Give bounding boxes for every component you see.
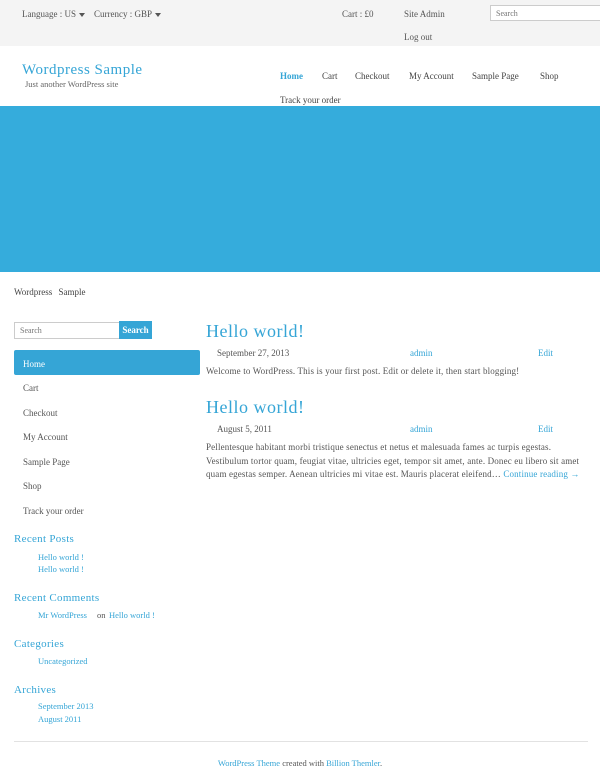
archive-link[interactable]: September 2013 bbox=[38, 701, 94, 711]
sidebar-item-sample-page[interactable]: Sample Page bbox=[23, 457, 70, 467]
cart-link[interactable]: Cart : £0 bbox=[342, 9, 374, 19]
footer-divider bbox=[14, 741, 588, 742]
nav-track-order[interactable]: Track your order bbox=[280, 95, 341, 105]
post-title[interactable]: Hello world! bbox=[206, 321, 305, 341]
recent-post-link[interactable]: Hello world ! bbox=[38, 564, 84, 574]
categories-title: Categories bbox=[14, 638, 65, 650]
post-excerpt bbox=[206, 365, 592, 379]
post-date: August 5, 2011 bbox=[217, 424, 272, 434]
sidebar-search-input[interactable] bbox=[14, 322, 120, 339]
chevron-down-icon bbox=[79, 13, 85, 17]
nav-cart[interactable]: Cart bbox=[322, 71, 338, 81]
recent-comments-title: Recent Comments bbox=[14, 592, 100, 604]
header-banner bbox=[0, 106, 600, 272]
footer-author-link[interactable]: Billion Themler bbox=[326, 758, 381, 768]
nav-checkout[interactable]: Checkout bbox=[355, 71, 390, 81]
site-tagline: Just another WordPress site bbox=[25, 79, 119, 89]
sidebar-item-checkout[interactable]: Checkout bbox=[23, 408, 58, 418]
currency-label: Currency : GBP bbox=[94, 9, 152, 19]
post-excerpt-text: Pellentesque habitant morbi tristique senectus et netus et malesuada fames ac turpis egestas. Vestibulum tortor quam, feugiat vitae, ultricies eget, tempor sit amet, ante. Donec eu libero sit amet quam egestas semper. Aenean ultricies mi vitae est. Mauris placerat eleifend… bbox=[206, 442, 580, 479]
footer-created-with: created with bbox=[282, 758, 324, 768]
sidebar-item-track-order[interactable]: Track your order bbox=[23, 506, 84, 516]
post-edit-link[interactable]: Edit bbox=[538, 424, 553, 434]
post-author-link[interactable]: admin bbox=[410, 424, 433, 434]
archives-title: Archives bbox=[14, 684, 57, 696]
footer-theme-link[interactable]: WordPress Theme bbox=[217, 758, 281, 768]
sidebar-item-home[interactable]: Home bbox=[23, 359, 45, 369]
site-admin-link[interactable]: Site Admin bbox=[404, 9, 445, 19]
site-title[interactable]: Wordpress Sample bbox=[22, 62, 143, 78]
nav-sample-page[interactable]: Sample Page bbox=[472, 71, 519, 81]
comment-post-link[interactable]: Hello world ! bbox=[109, 610, 155, 620]
footer-period: . bbox=[380, 758, 383, 768]
nav-my-account[interactable]: My Account bbox=[409, 71, 454, 81]
nav-shop[interactable]: Shop bbox=[540, 71, 559, 81]
currency-selector[interactable] bbox=[94, 9, 161, 19]
nav-home[interactable]: Home bbox=[280, 71, 303, 81]
comment-author-link[interactable]: Mr WordPress bbox=[38, 610, 87, 620]
post-edit-link[interactable]: Edit bbox=[538, 348, 553, 358]
sidebar-item-my-account[interactable]: My Account bbox=[23, 432, 68, 442]
post-title[interactable]: Hello world! bbox=[206, 397, 305, 417]
chevron-down-icon bbox=[155, 13, 161, 17]
archive-link[interactable]: August 2011 bbox=[38, 714, 82, 724]
recent-post-link[interactable]: Hello world ! bbox=[38, 552, 84, 562]
language-label: Language : US bbox=[22, 9, 76, 19]
recent-posts-title: Recent Posts bbox=[14, 533, 75, 545]
sidebar-item-cart[interactable]: Cart bbox=[23, 383, 39, 393]
language-selector[interactable] bbox=[22, 9, 85, 19]
footer bbox=[0, 758, 600, 768]
sidebar-search-button[interactable]: Search bbox=[119, 321, 152, 339]
continue-reading-link[interactable]: Continue reading → bbox=[503, 469, 580, 479]
top-search-input[interactable] bbox=[490, 5, 600, 21]
logout-link[interactable]: Log out bbox=[404, 32, 433, 42]
category-link[interactable]: Uncategorized bbox=[38, 656, 88, 666]
post-date: September 27, 2013 bbox=[217, 348, 290, 358]
comment-on-text: on bbox=[97, 610, 106, 620]
post-author-link[interactable]: admin bbox=[410, 348, 433, 358]
post-excerpt bbox=[206, 441, 592, 482]
sidebar-item-shop[interactable]: Shop bbox=[23, 481, 42, 491]
breadcrumb: Wordpress Sample bbox=[14, 287, 86, 297]
post-excerpt-text: Welcome to WordPress. This is your first post. Edit or delete it, then start blogging! bbox=[206, 366, 520, 376]
